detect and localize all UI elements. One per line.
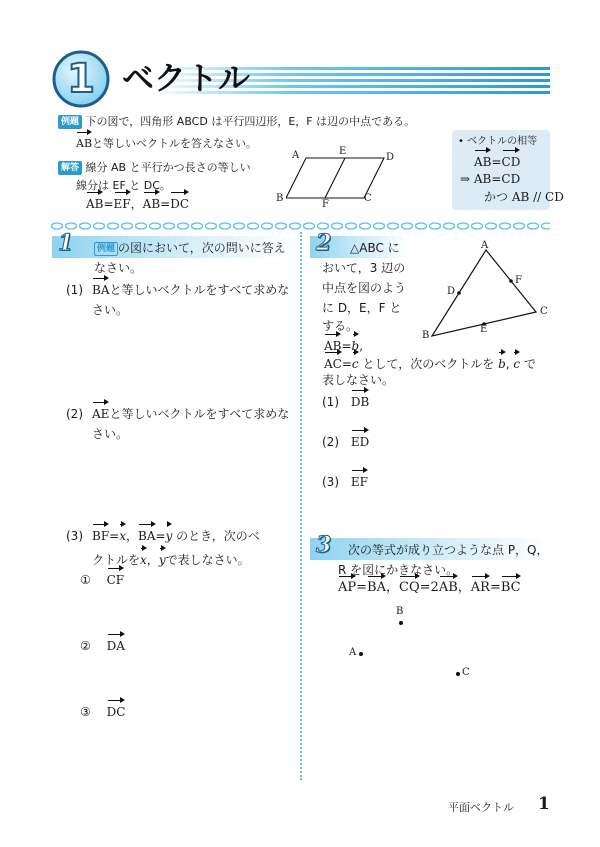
q3-coef: 2 bbox=[430, 580, 439, 595]
fig1-label-d: D bbox=[386, 152, 395, 163]
q1-part3-comma: ， bbox=[126, 529, 139, 543]
q3-vec-ar: AR bbox=[471, 574, 490, 598]
q3-vec-ab: AB bbox=[439, 574, 458, 598]
q2-vec-ac: AC bbox=[324, 350, 342, 374]
q3-point-a-dot bbox=[359, 652, 363, 656]
q1-part2-vec: AE bbox=[92, 400, 109, 424]
q1-item-1-vec: CF bbox=[107, 566, 125, 590]
q2-vec-c2: c bbox=[513, 350, 520, 374]
q1-part3-vec-x: x bbox=[119, 522, 126, 546]
note-title: • ベクトルの相等 bbox=[458, 136, 538, 147]
q1-part3-vec-ba: BA bbox=[138, 522, 155, 546]
answer-text2: 線分は EF と DC。 bbox=[76, 179, 171, 192]
ans-vec-ab2: AB bbox=[143, 190, 160, 214]
q1-part1-vec: BA bbox=[92, 276, 109, 300]
q1-item-3 bbox=[80, 698, 125, 722]
q1-part3-vec-x2: x bbox=[140, 546, 147, 570]
q1-item-3-vec: DC bbox=[107, 698, 126, 722]
q2-vec-ab: AB bbox=[324, 332, 341, 356]
q3-vec-cq: CQ bbox=[399, 574, 420, 598]
ans-eq2: = bbox=[160, 197, 171, 211]
q2-item-2-label: (2) bbox=[322, 435, 339, 449]
chapter-number: 1 bbox=[67, 56, 95, 102]
q1-part3-label: (3) bbox=[66, 529, 83, 543]
ans-vec-dc: DC bbox=[170, 190, 189, 214]
q1-item-2 bbox=[80, 632, 125, 656]
q1-part3-eq2: = bbox=[155, 529, 166, 543]
q2-item-3 bbox=[322, 468, 368, 492]
q2-line2: おいて，3 辺の bbox=[322, 261, 406, 275]
q1-intro bbox=[94, 238, 294, 278]
q1-part1-label: (1) bbox=[66, 283, 83, 297]
note-line1 bbox=[474, 148, 520, 172]
q1-item-1 bbox=[80, 566, 124, 590]
q2-text-mid: として，次のベクトルを bbox=[362, 357, 495, 371]
tri-label-a: A bbox=[481, 240, 489, 251]
q2-item-3-label: (3) bbox=[322, 475, 339, 489]
q3-line2: R を図にかきなさい。 bbox=[338, 563, 459, 577]
q2-item-2 bbox=[322, 428, 369, 452]
q1-part1 bbox=[92, 276, 292, 320]
fig1-label-c: C bbox=[364, 193, 372, 204]
q2-number: 2 bbox=[316, 230, 332, 256]
example-tag: 例題 bbox=[58, 115, 82, 129]
q2-text-end: で bbox=[523, 357, 536, 371]
q3-equations: AP=BA，CQ=2AB，AR=BC bbox=[338, 574, 521, 598]
q1-item-1-label: ① bbox=[80, 573, 91, 587]
q2-item-1-label: (1) bbox=[322, 395, 339, 409]
q1-number: 1 bbox=[58, 230, 74, 256]
example-text: 下の図で，四角形 ABCD は平行四辺形，E，F は辺の中点である。 bbox=[85, 115, 416, 128]
tri-label-f: F bbox=[515, 275, 522, 286]
q3-vec-ap: AP bbox=[338, 574, 356, 598]
q2-vec-b2: b bbox=[498, 350, 506, 374]
q2-vec-b: b bbox=[352, 332, 360, 356]
tri-label-d: D bbox=[447, 286, 456, 297]
q2-def-ab: AB=b, bbox=[324, 332, 363, 356]
ans-comma: ， bbox=[130, 197, 143, 211]
q1-intro-text: の図において，次の問いに答えなさい。 bbox=[94, 241, 286, 275]
note-line3: かつ AB // CD bbox=[484, 190, 564, 204]
q2-item-3-vec: EF bbox=[351, 468, 368, 492]
q1-part3-text2a: クトルを bbox=[92, 553, 141, 567]
tri-label-b: B bbox=[422, 330, 430, 341]
q3-vec-bc: BC bbox=[501, 574, 521, 598]
q3-point-b-dot bbox=[399, 621, 403, 625]
example-question: と等しいベクトルを答えなさい。 bbox=[92, 137, 258, 150]
q1-tag: 例題 bbox=[94, 242, 118, 256]
example-line2 bbox=[76, 130, 257, 154]
q2-vec-c: c bbox=[352, 350, 359, 374]
q2-def-ac: AC=c として，次のベクトルを b, c で bbox=[324, 350, 594, 374]
fig1-label-f: F bbox=[322, 199, 329, 210]
q1-part3-vec-y2: y bbox=[159, 546, 166, 570]
q1-item-2-label: ② bbox=[80, 639, 91, 653]
q2-item-1 bbox=[322, 388, 369, 412]
note-vec-cd: CD bbox=[502, 148, 521, 172]
triangle-graphic bbox=[420, 240, 570, 350]
tri-label-e: E bbox=[480, 324, 488, 335]
note-line2: ⇒ AB=CD bbox=[460, 172, 521, 186]
answer-equations bbox=[86, 190, 189, 214]
page-title: ベクトル bbox=[122, 59, 251, 97]
answer-text1: 線分 AB と平行かつ長さの等しい bbox=[85, 161, 251, 174]
page-number: 1 bbox=[538, 794, 550, 814]
q2-item-1-vec: DB bbox=[351, 388, 369, 412]
q1-part3-vec-bf: BF bbox=[92, 522, 109, 546]
q2-item-2-vec: ED bbox=[351, 428, 369, 452]
ans-vec-ab1: AB bbox=[86, 190, 103, 214]
note-eq: = bbox=[491, 155, 502, 169]
ans-eq1: = bbox=[103, 197, 114, 211]
q1-item-3-label: ③ bbox=[80, 705, 91, 719]
q1-part3-vec-y: y bbox=[166, 522, 173, 546]
ans-vec-ef: EF bbox=[114, 190, 131, 214]
q1-part3-text1: のとき，次のベ bbox=[176, 529, 260, 543]
q2-text-last: 表しなさい。 bbox=[322, 373, 395, 387]
q2-line3: 中点を図のよう bbox=[322, 281, 407, 295]
tri-label-c: C bbox=[540, 306, 548, 317]
example-line1 bbox=[58, 112, 415, 132]
q1-part3: BF=x，BA=y のとき，次のベ クトルをx，yで表しなさい。 bbox=[92, 522, 297, 570]
column-divider bbox=[300, 232, 302, 780]
q1-part2-text: と等しいベクトルをすべて求めなさい。 bbox=[92, 407, 290, 441]
chain-divider bbox=[50, 216, 550, 226]
q3-point-b-label: B bbox=[396, 606, 404, 617]
fig1-label-b: B bbox=[276, 193, 284, 204]
q3-point-c-label: C bbox=[462, 667, 470, 678]
q3-number: 3 bbox=[316, 532, 332, 558]
example-vector-ab: AB bbox=[76, 130, 92, 154]
q1-part3-eq1: = bbox=[109, 529, 120, 543]
q1-part2-label: (2) bbox=[66, 407, 83, 421]
fig1-label-a: A bbox=[292, 150, 300, 161]
q3-point-a-label: A bbox=[349, 647, 357, 658]
q1-part2 bbox=[92, 400, 292, 444]
triangle-figure bbox=[420, 240, 570, 350]
q2-line4: に D，E，F と bbox=[322, 301, 402, 315]
answer-tag: 解答 bbox=[58, 161, 82, 175]
q3-line1: 次の等式が成り立つような点 P，Q， bbox=[348, 543, 549, 557]
fig1-label-e: E bbox=[339, 146, 347, 157]
q3-point-c-dot bbox=[456, 672, 460, 676]
q3-vec-ba: BA bbox=[367, 574, 386, 598]
q1-part3-text2b: で表しなさい。 bbox=[165, 553, 250, 567]
q2-line1: △ABC に bbox=[350, 241, 400, 255]
answer-line1 bbox=[58, 158, 251, 178]
q2-line5: する。 bbox=[322, 319, 359, 333]
footer-label: 平面ベクトル bbox=[448, 801, 514, 814]
q1-item-2-vec: DA bbox=[107, 632, 125, 656]
q1-part1-text: と等しいベクトルをすべて求めなさい。 bbox=[92, 283, 290, 317]
note-vec-ab: AB bbox=[474, 148, 491, 172]
chain-divider-graphic bbox=[50, 221, 550, 231]
